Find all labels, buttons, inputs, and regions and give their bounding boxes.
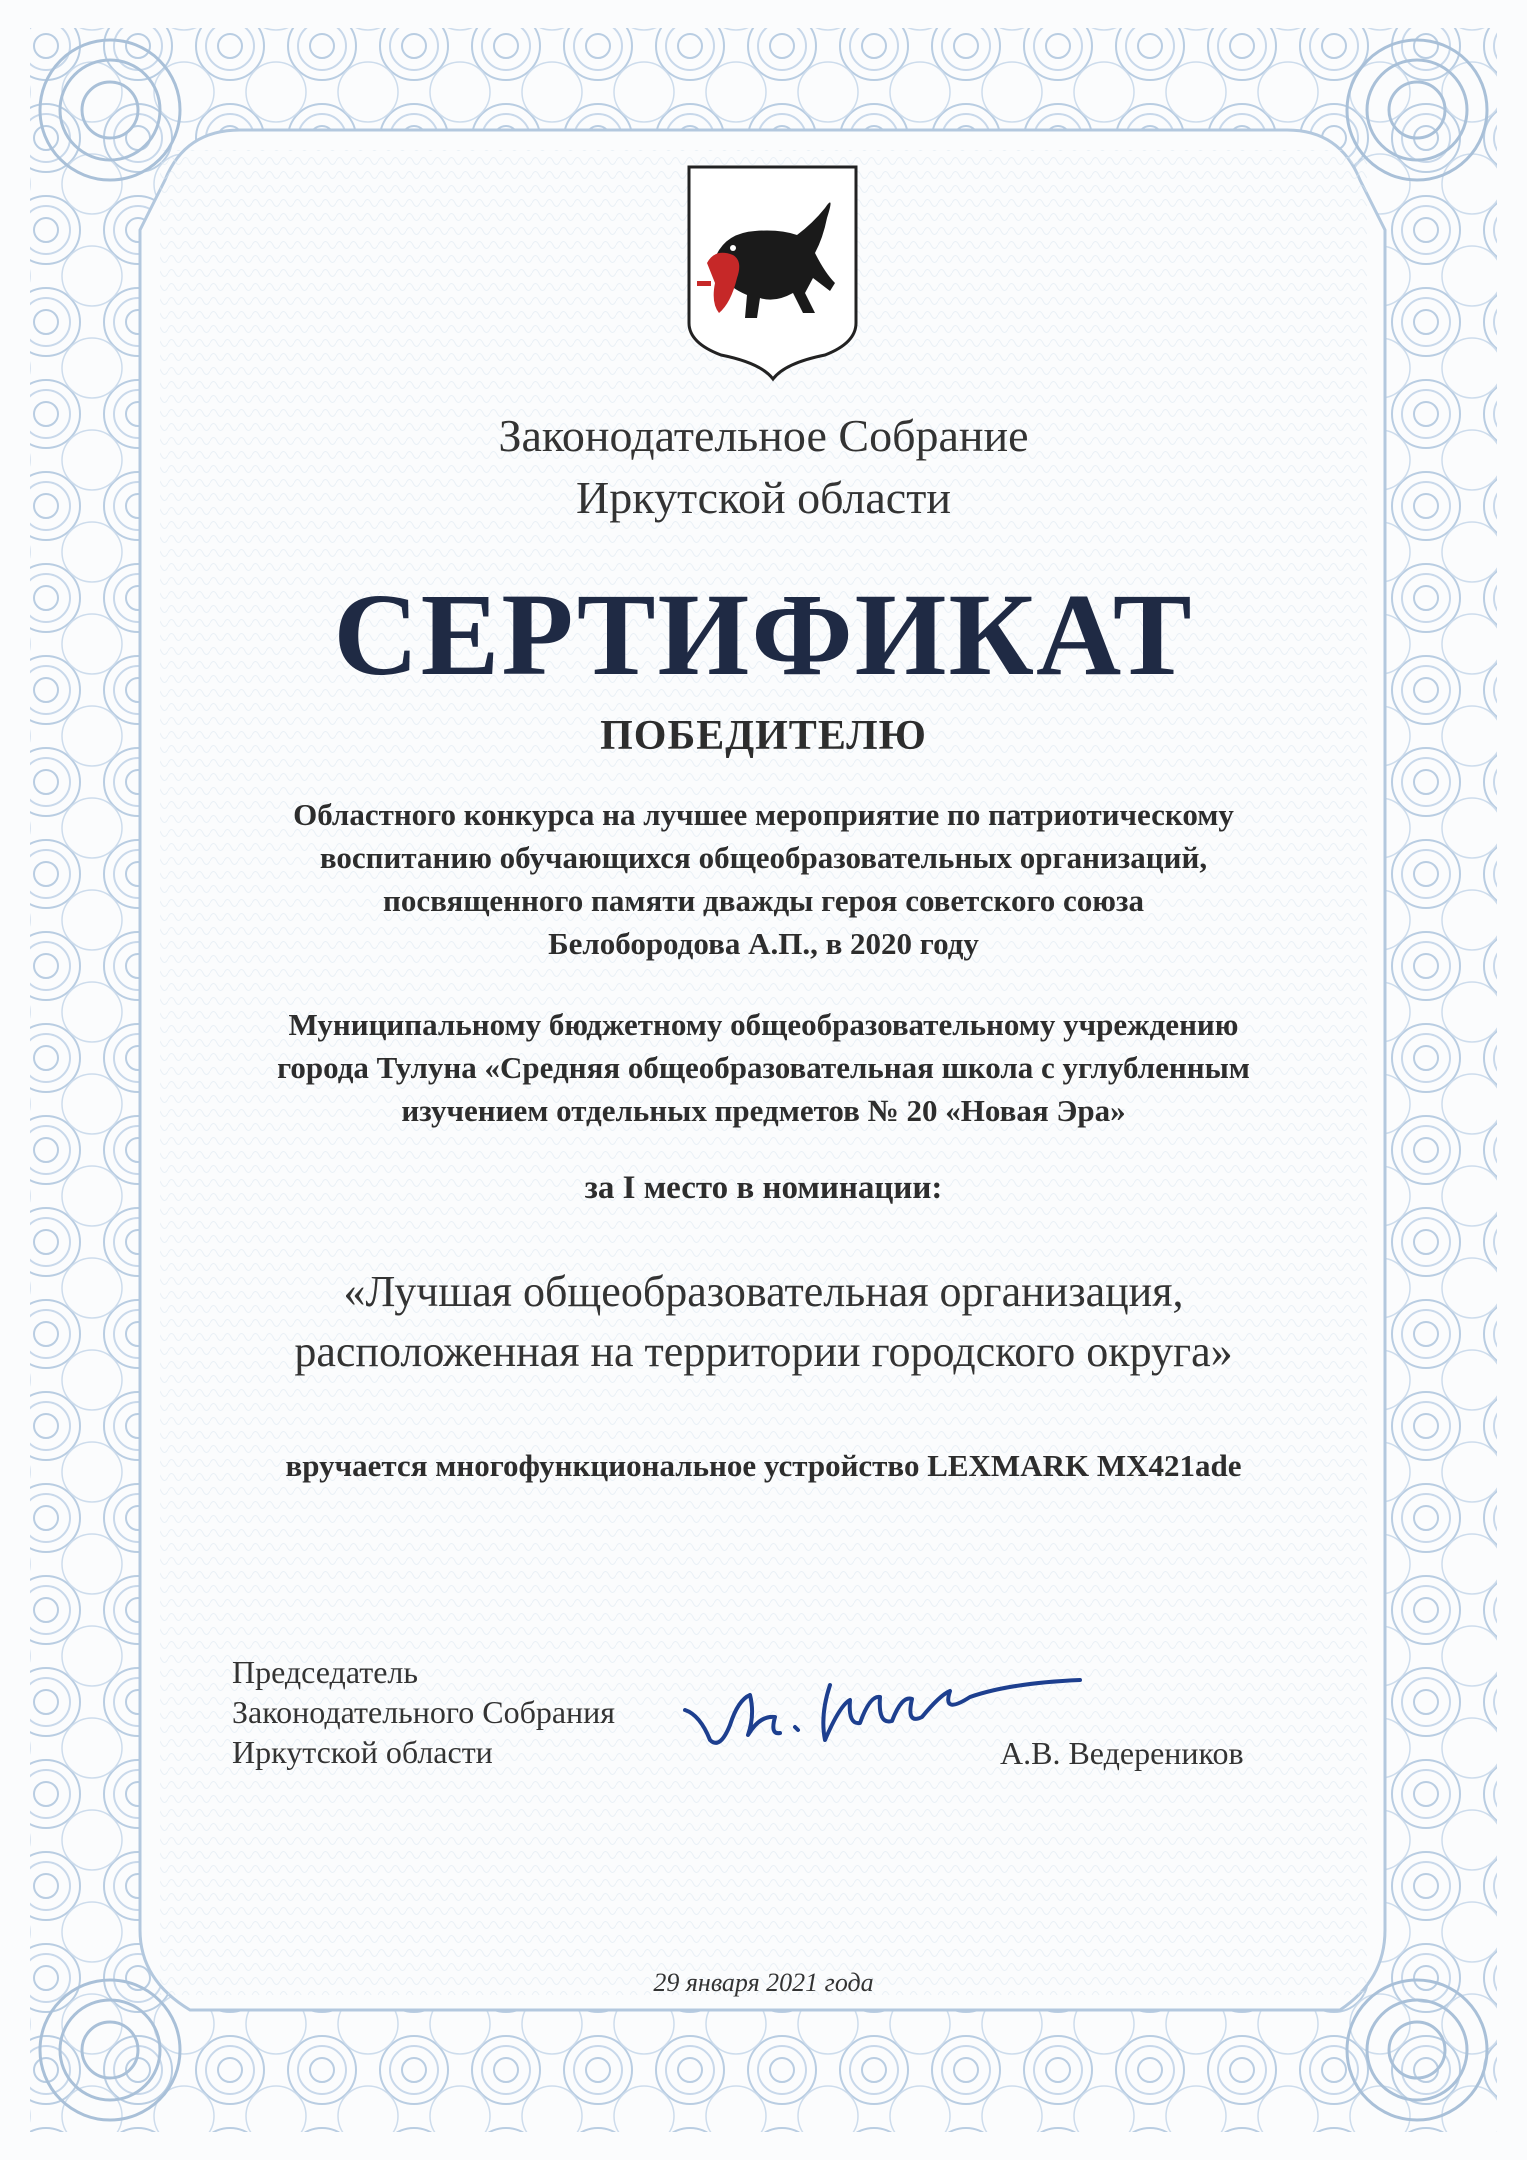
- position-line: Иркутской области: [232, 1734, 493, 1770]
- recipient-line: изучением отдельных предметов № 20 «Новая Эра»: [401, 1093, 1126, 1128]
- issue-date: 29 января 2021 года: [653, 1968, 874, 1997]
- signatory-position: [232, 1652, 615, 1772]
- issuer-organization: [0, 405, 1527, 529]
- recipient-line: Муниципальному бюджетному общеобразовательному учреждению: [288, 1007, 1239, 1042]
- certificate-title: СЕРТИФИКАТ: [333, 569, 1194, 700]
- nomination-title: [0, 1262, 1527, 1382]
- issuer-line-1: Законодательное Собрание: [498, 410, 1029, 461]
- nomination-line: расположенная на территории городского округа»: [294, 1327, 1233, 1376]
- contest-line: Белобородова А.П., в 2020 году: [548, 926, 979, 961]
- recipient-organization: [0, 1003, 1527, 1132]
- contest-line: воспитанию обучающихся общеобразовательных организаций,: [319, 840, 1208, 875]
- contest-line: посвященного памяти дважды героя советского союза: [383, 883, 1144, 918]
- place-statement: за I место в номинации:: [584, 1170, 943, 1206]
- signer-name: А.В. Ведереников: [1000, 1735, 1244, 1771]
- nomination-line: «Лучшая общеобразовательная организация,: [343, 1267, 1184, 1316]
- contest-description: [0, 793, 1527, 965]
- irkutsk-coat-of-arms-icon: [685, 163, 860, 383]
- recipient-line: города Тулуна «Средняя общеобразовательная школа с углубленным: [277, 1050, 1250, 1085]
- issuer-line-2: Иркутской области: [576, 472, 951, 523]
- position-line: Законодательного Собрания: [232, 1694, 616, 1730]
- award-statement: вручается многофункциональное устройство LEXMARK MX421ade: [285, 1448, 1242, 1483]
- contest-line: Областного конкурса на лучшее мероприятие по патриотическому: [293, 797, 1234, 832]
- certificate-subtitle: ПОБЕДИТЕЛЮ: [600, 713, 927, 759]
- position-line: Председатель: [232, 1654, 418, 1690]
